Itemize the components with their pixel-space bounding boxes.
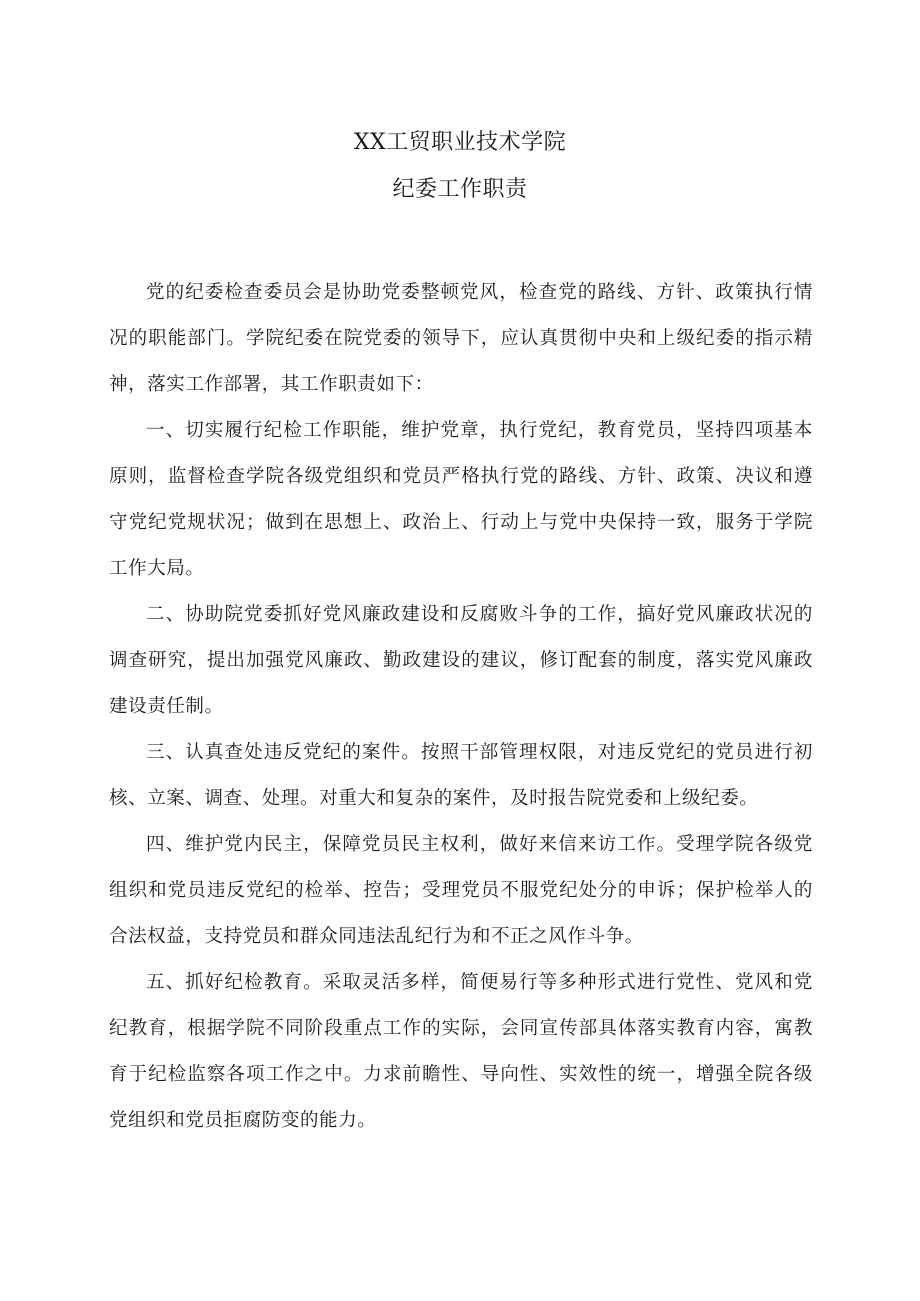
paragraph-duty-4: 四、维护党内民主，保障党员民主权利，做好来信来访工作。受理学院各级党组织和党员违反党纪的检举、控告；受理党员不服党纪处分的申诉；保护检举人的合法权益，支持党员和群众同违法乱纪行为和不正之风作斗争。 [109, 834, 813, 947]
paragraph-duty-2: 二、协助院党委抓好党风廉政建设和反腐败斗争的工作，搞好党风廉政状况的调查研究，提出加强党风廉政、勤政建设的建议，修订配套的制度，落实党风廉政建设责任制。 [109, 604, 813, 717]
document-subtitle: 纪委工作职责 [392, 177, 528, 202]
paragraph-duty-5: 五、抓好纪检教育。采取灵活多样，简便易行等多种形式进行党性、党风和党纪教育，根据学院不同阶段重点工作的实际，会同宣传部具体落实教育内容，寓教育于纪检监察各项工作之中。力求前瞻性、导向性、实效性的统一，增强全院各级党组织和党员拒腐防变的能力。 [109, 972, 813, 1131]
paragraph-duty-1: 一、切实履行纪检工作职能，维护党章，执行党纪，教育党员，坚持四项基本原则，监督检查学院各级党组织和党员严格执行党的路线、方针、政策、决议和遵守党纪党规状况；做到在思想上、政治上、行动上与党中央保持一致，服务于学院工作大局。 [109, 420, 813, 579]
paragraph-intro: 党的纪委检查委员会是协助党委整顿党风，检查党的路线、方针、政策执行情况的职能部门。学院纪委在院党委的领导下，应认真贯彻中央和上级纪委的指示精神，落实工作部署，其工作职责如下： [109, 282, 813, 395]
paragraph-duty-3: 三、认真查处违反党纪的案件。按照干部管理权限，对违反党纪的党员进行初核、立案、调查、处理。对重大和复杂的案件，及时报告院党委和上级纪委。 [109, 742, 813, 809]
document-body [109, 270, 813, 1144]
document-title: XX工贸职业技术学院 [353, 130, 567, 155]
